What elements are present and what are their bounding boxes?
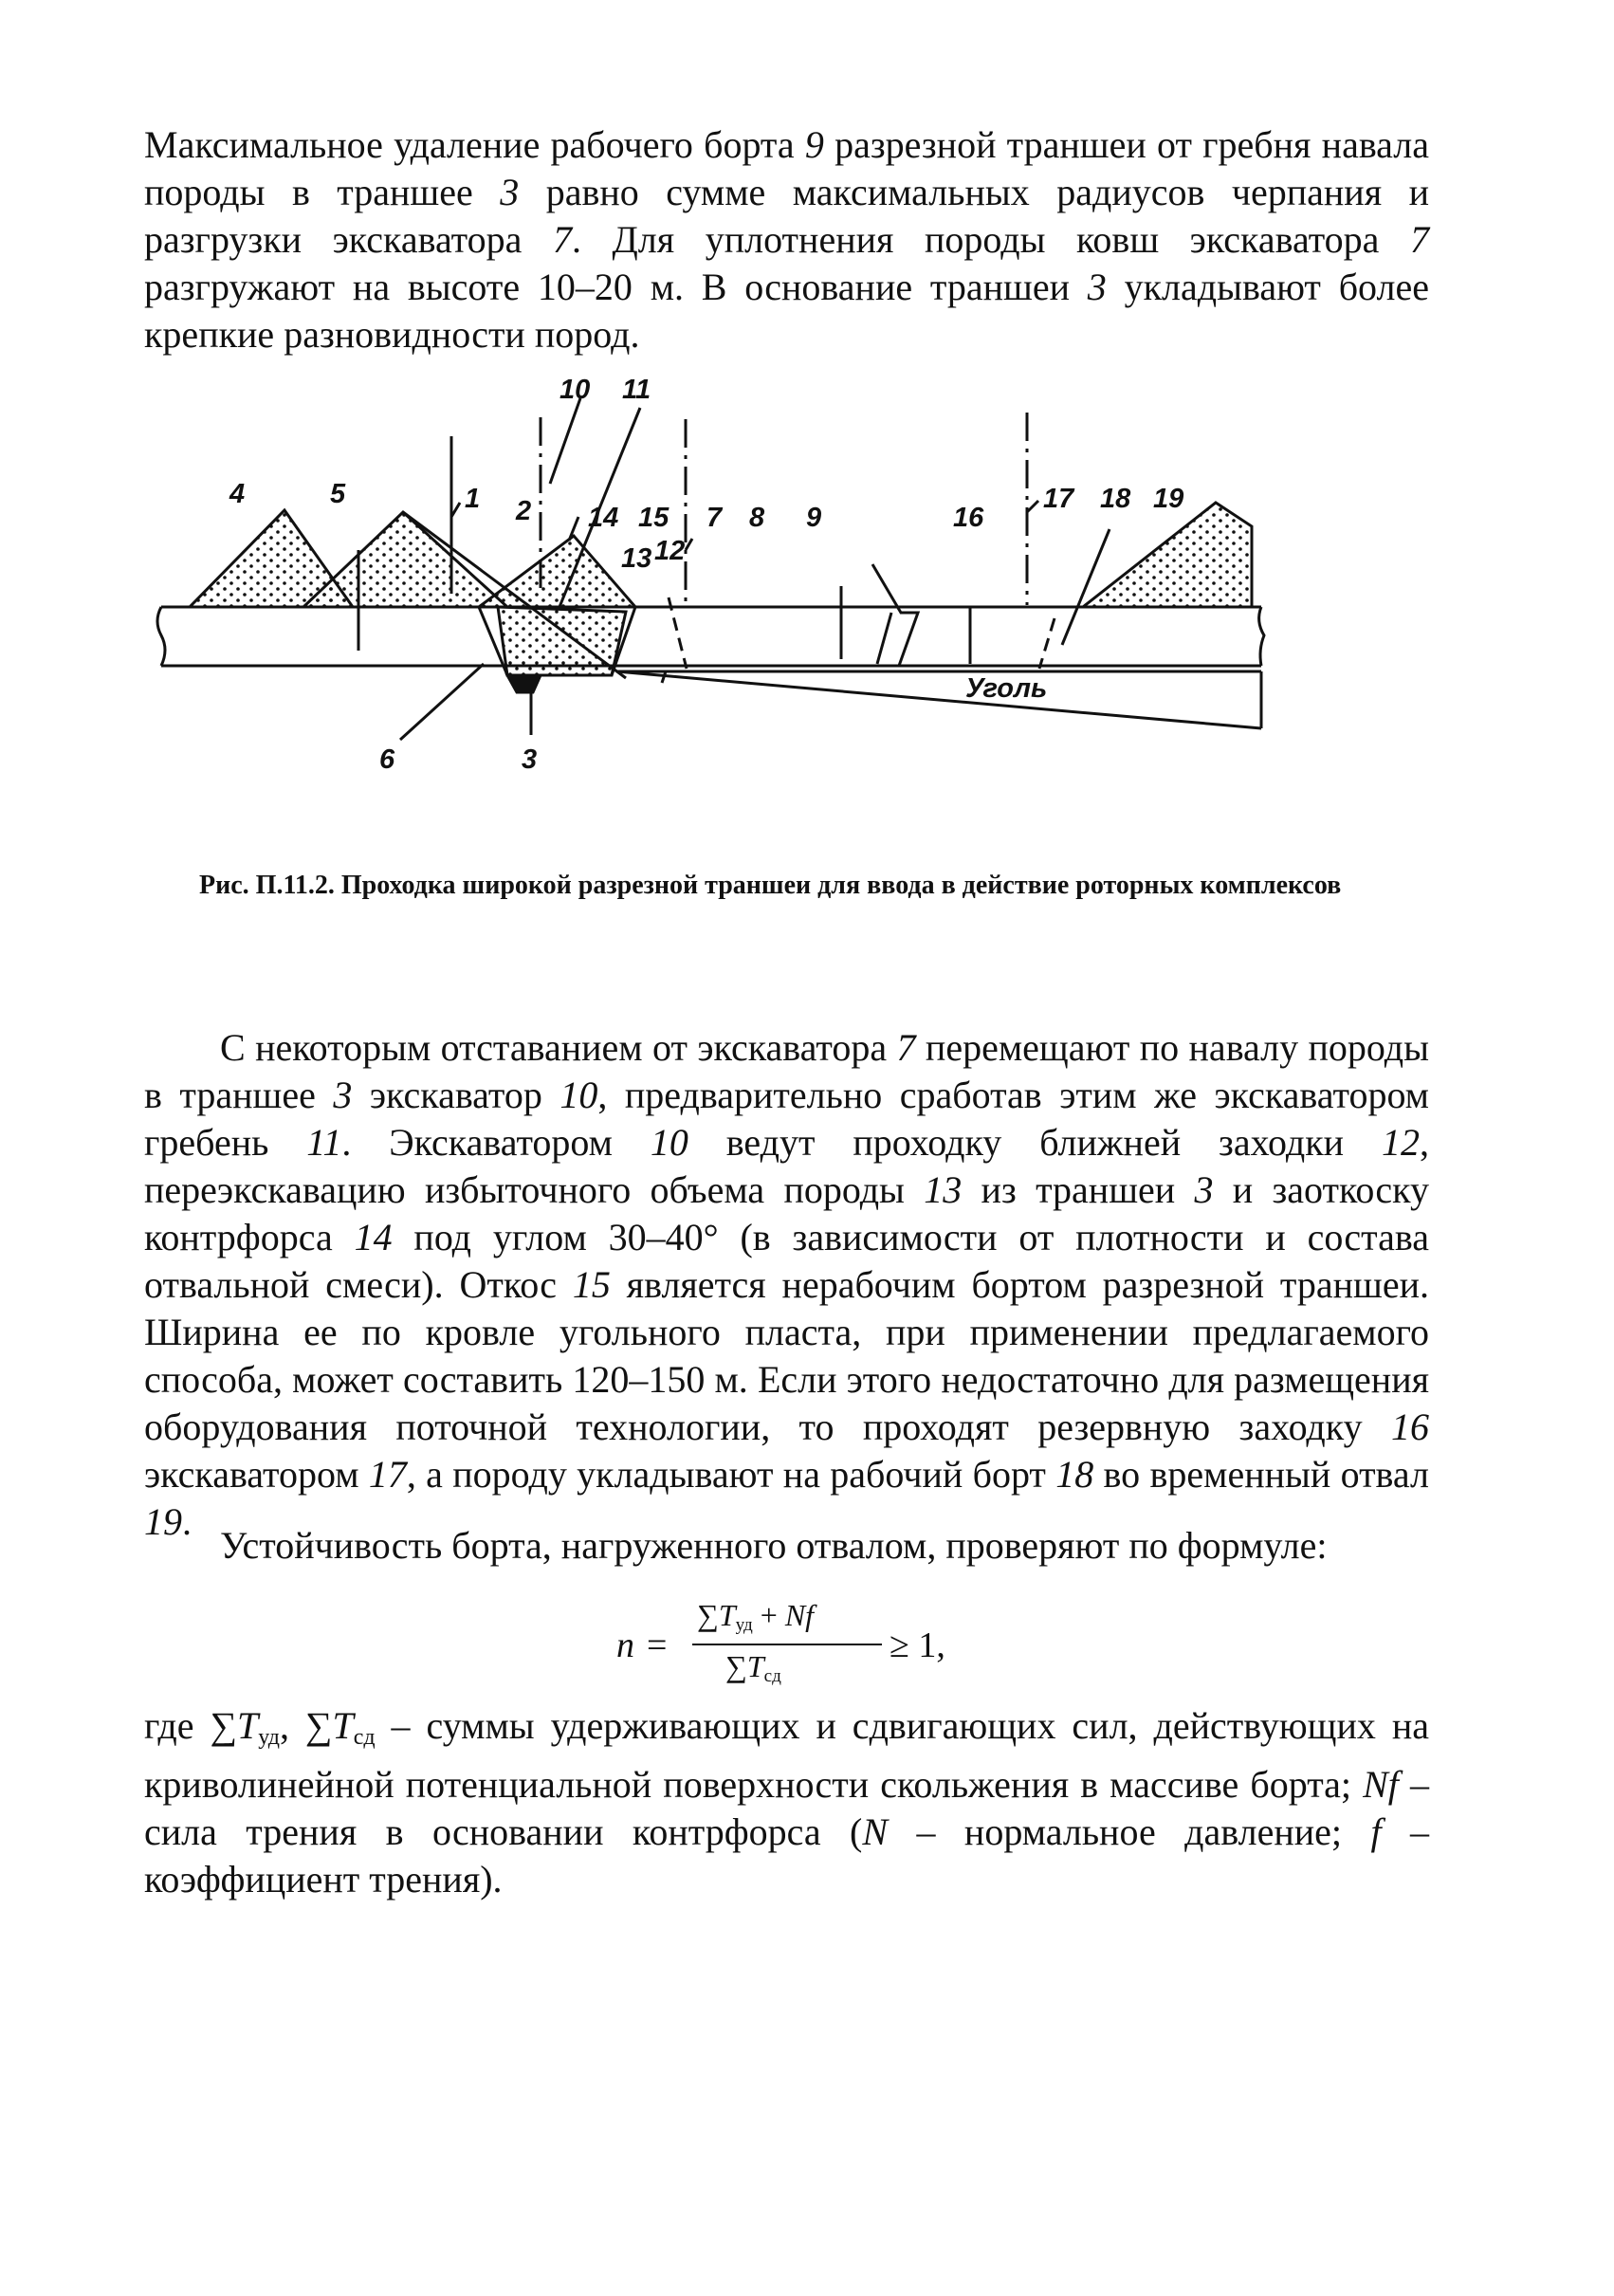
- label-14: 14: [588, 503, 619, 533]
- ground-strata: [157, 607, 1264, 728]
- stability-formula: [607, 1598, 1005, 1702]
- label-12: 12: [654, 536, 686, 566]
- formula-lhs: n: [616, 1626, 634, 1665]
- label-18: 18: [1100, 484, 1131, 514]
- figure-caption: Рис. П.11.2. Проходка широкой разрезной траншеи для ввода в действие роторных комплексов: [199, 871, 1342, 900]
- label-19: 19: [1153, 484, 1184, 514]
- label-8: 8: [749, 503, 765, 533]
- label-17: 17: [1043, 484, 1074, 514]
- fraction-bar: [692, 1644, 882, 1645]
- label-13: 13: [621, 543, 652, 574]
- paragraph-4: где $\sum T_{уд}$, $\sum T_{сд}$ – суммы удерживающих и сдвигающих сил, действующих на криволинейной потенциальной поверхности скольжения в массиве борта; Nf – сила трения в основании контрфорса (N – нормальное давление; f – коэффициент трения).: [144, 1704, 1430, 1901]
- label-4: 4: [229, 479, 246, 509]
- label-6: 6: [379, 744, 395, 775]
- formula-numerator: $\sum T_{уд} + Nf$: [697, 1598, 815, 1635]
- label-2: 2: [516, 496, 532, 526]
- formula-denominator: $\sum T_{сд}$: [725, 1649, 781, 1686]
- formula-eq: =: [647, 1626, 668, 1665]
- label-16: 16: [953, 503, 984, 533]
- coal-label: Уголь: [965, 673, 1048, 704]
- formula-rhs: ≥ 1,: [890, 1626, 945, 1665]
- label-10: 10: [559, 375, 591, 405]
- label-11: 11: [622, 375, 651, 405]
- label-15: 15: [638, 503, 669, 533]
- label-7: 7: [706, 503, 723, 533]
- label-9: 9: [806, 503, 822, 533]
- label-5: 5: [330, 479, 346, 509]
- trench-figure: [142, 370, 1280, 806]
- paragraph-2: С некоторым отставанием от экскаватора 7 перемещают по навалу породы в траншее 3 экскаватор 10, предварительно сработав этим же экскаватором гребень 11. Экскаватором 10 ведут проходку ближней заходки 12, переэкскавацию избыточного объема породы 13 из траншеи 3 и заоткоску контрфорса 14 под углом 30–40° (в зависимости от плотности и состава отвальной смеси). Откос 15 является нерабочим бортом разрезной траншеи. Ширина ее по кровле угольного пласта, при применении предлагаемого способа, может составить 120–150 м. Если этого недостаточно для размещения оборудования поточной технологии, то проходят резервную заходку 16 экскаватором 17, а породу укладывают на рабочий борт 18 во временный отвал 19.: [144, 1026, 1430, 1543]
- label-1: 1: [465, 484, 481, 514]
- paragraph-3: Устойчивость борта, нагруженного отвалом, проверяют по формуле:: [220, 1524, 1328, 1567]
- label-3: 3: [522, 744, 538, 775]
- paragraph-1: Максимальное удаление рабочего борта 9 разрезной траншеи от гребня навала породы в траншее 3 равно сумме максимальных радиусов черпания и разгрузки экскаватора 7. Для уплотнения породы ковш экскаватора 7 разгружают на высоте 10–20 м. В основание траншеи 3 укладывают более крепкие разновидности пород.: [144, 123, 1430, 356]
